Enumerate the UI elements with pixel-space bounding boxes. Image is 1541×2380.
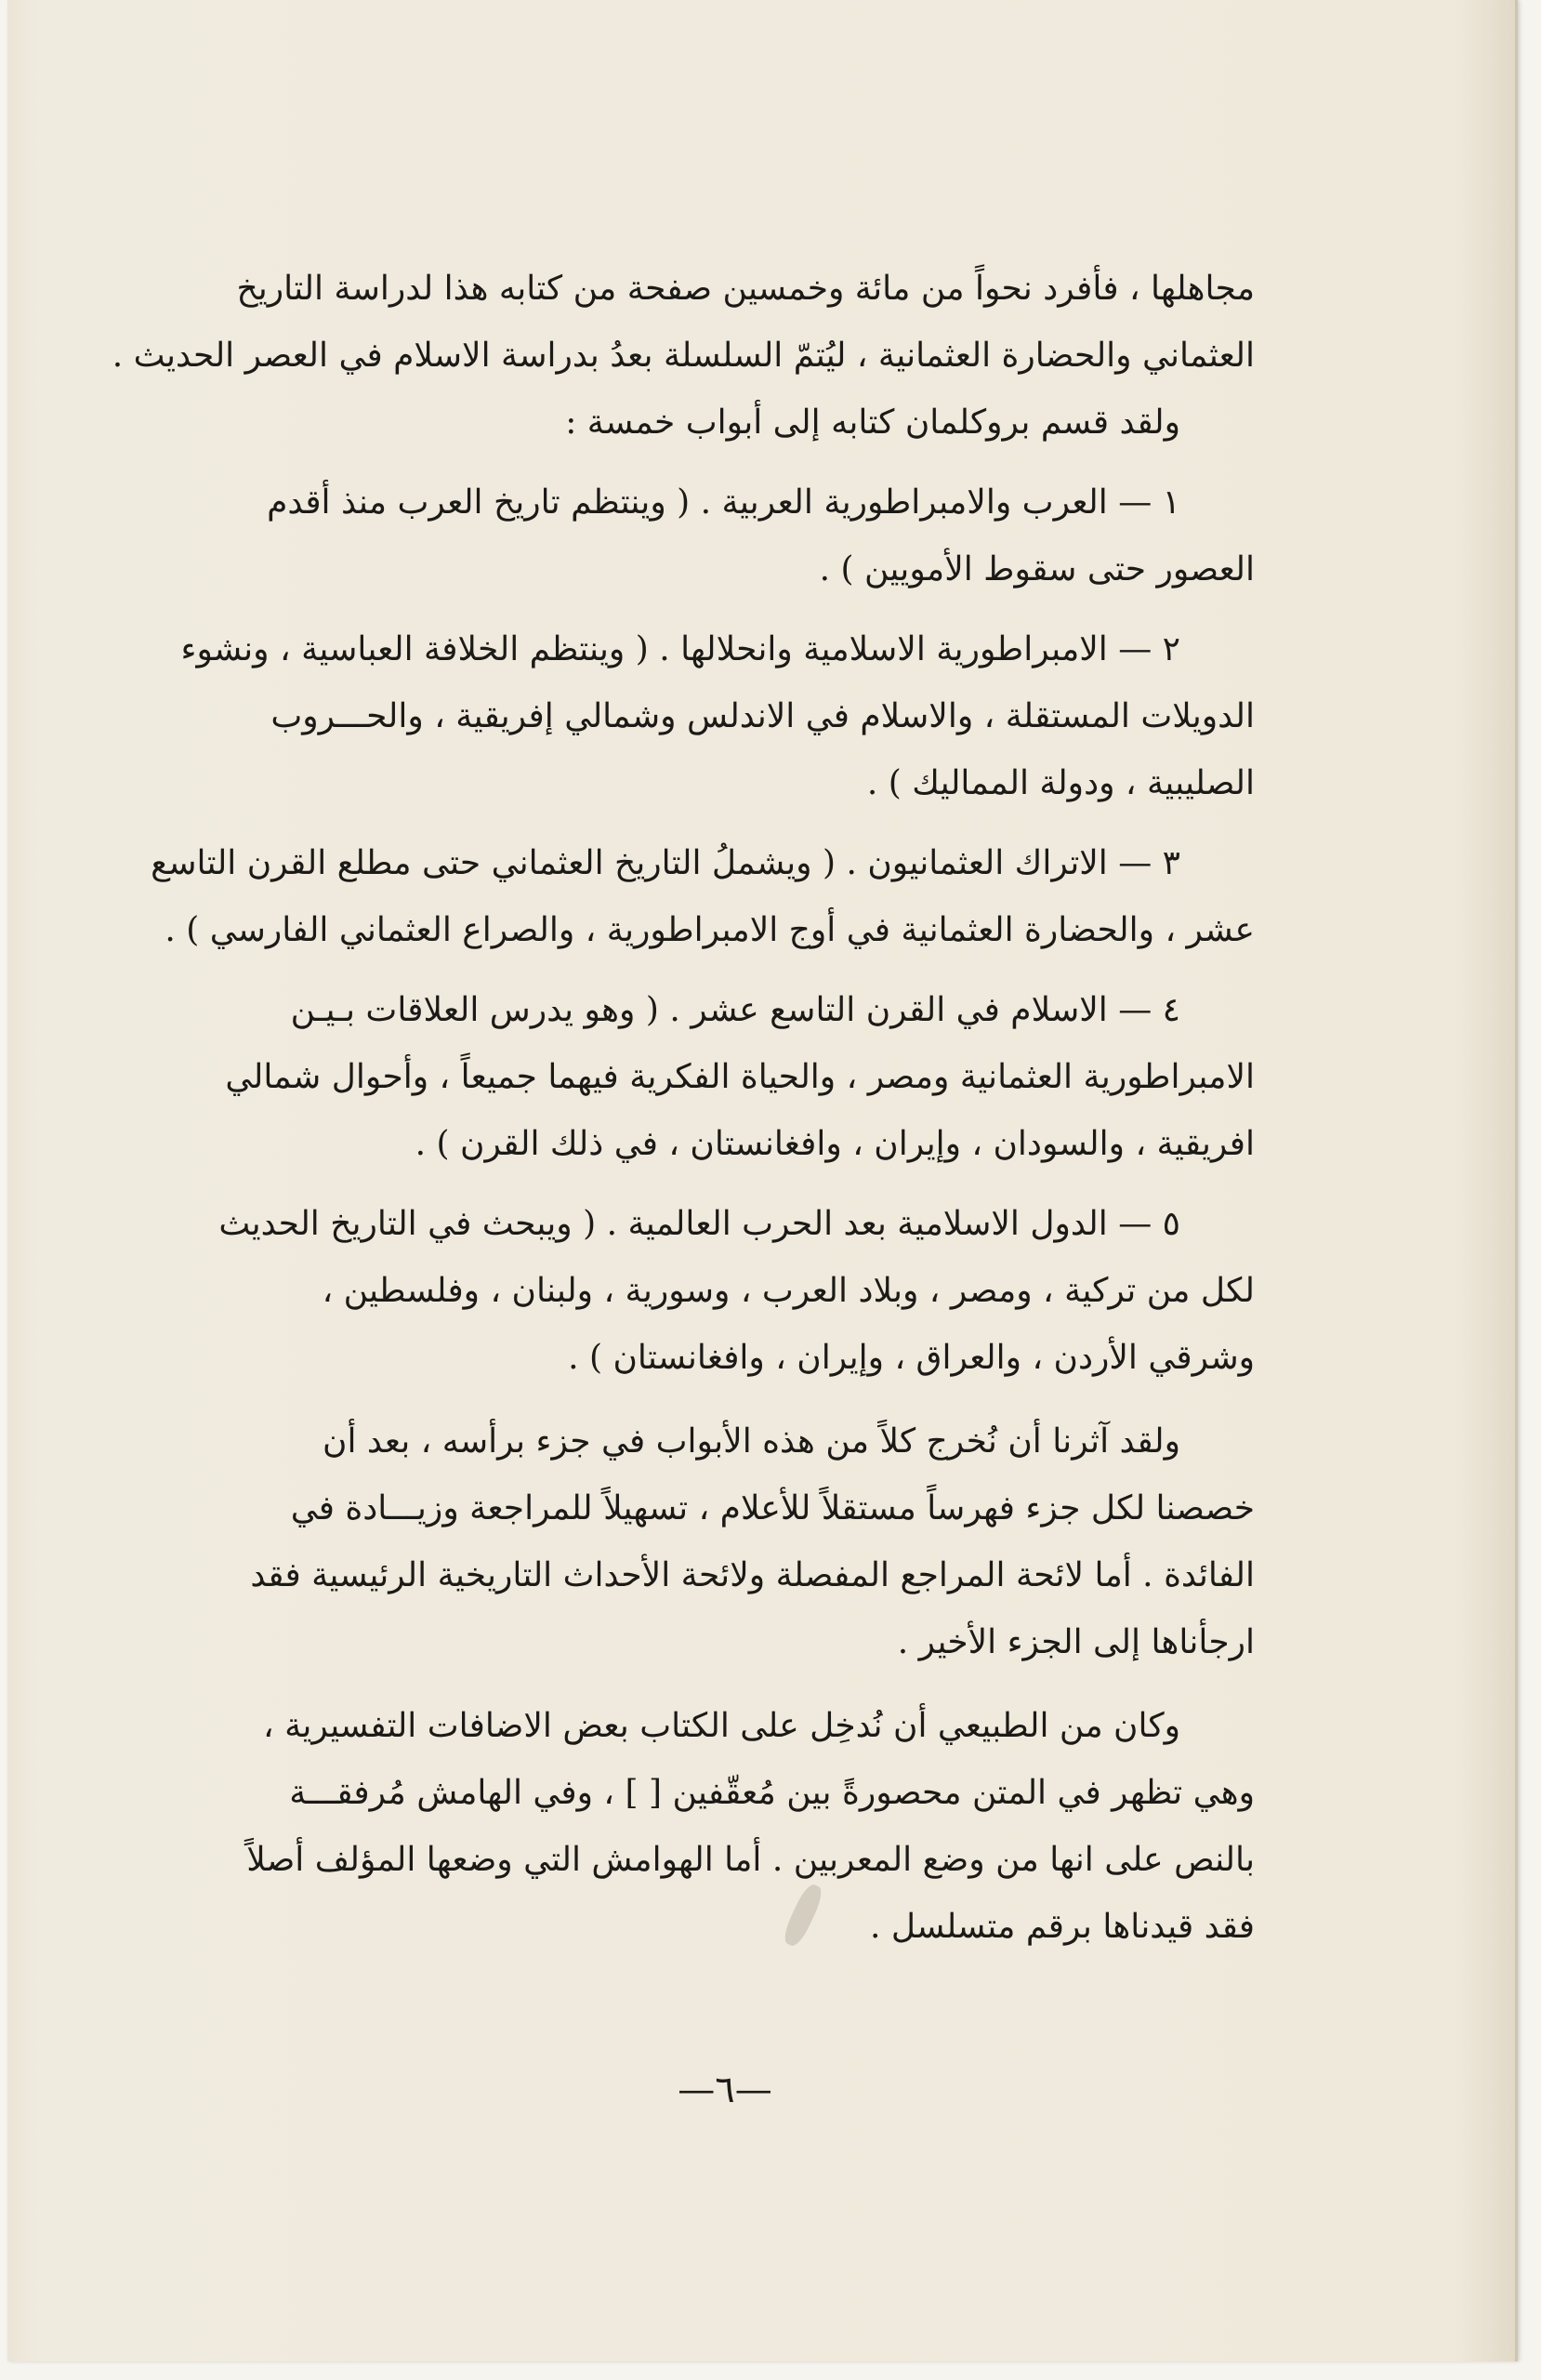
list-item-2-line-1: ٢ — الامبراطورية الاسلامية وانحلالها . ( وينتظم الخلافة العباسية ، ونشوء <box>180 630 1180 668</box>
list-item-1-line-1: ١ — العرب والامبراطورية العربية . ( وينتظم تاريخ العرب منذ أقدم <box>267 483 1180 522</box>
paragraph-3-line-4: فقد قيدناها برقم متسلسل . <box>869 1908 1255 1946</box>
paragraph-2-line-1: ولقد آثرنا أن نُخرج كلاً من هذه الأبواب في جزء برأسه ، بعد أن <box>323 1422 1180 1461</box>
paragraph-3-line-3: بالنص على انها من وضع المعربين . أما الهوامش التي وضعها المؤلف أصلاً <box>246 1841 1255 1879</box>
text-line-3: ولقد قسم بروكلمان كتابه إلى أبواب خمسة : <box>565 403 1180 442</box>
paragraph-3-line-2: وهي تظهر في المتن محصورةً بين مُعقّفين [ ] ، وفي الهامش مُرفقـــة <box>289 1774 1255 1812</box>
paragraph-3-line-1: وكان من الطبيعي أن نُدخِل على الكتاب بعض الاضافات التفسيرية ، <box>263 1707 1180 1745</box>
list-item-3-line-2: عشر ، والحضارة العثمانية في أوج الامبراطورية ، والصراع العثماني الفارسي ) . <box>165 911 1255 949</box>
list-item-1-line-2: العصور حتى سقوط الأمويين ) . <box>819 550 1255 588</box>
list-item-4-line-1: ٤ — الاسلام في القرن التاسع عشر . ( وهو يدرس العلاقات بـيـن <box>290 991 1180 1029</box>
paragraph-2-line-2: خصصنا لكل جزء فهرساً مستقلاً للأعلام ، تسهيلاً للمراجعة وزيـــادة في <box>290 1489 1255 1527</box>
text-line-1: مجاهلها ، فأفرد نحواً من مائة وخمسين صفحة من كتابه هذا لدراسة التاريخ <box>236 270 1255 308</box>
list-item-3-line-1: ٣ — الاتراك العثمانيون . ( ويشملُ التاريخ العثماني حتى مطلع القرن التاسع <box>151 844 1180 882</box>
list-item-4-line-2: الامبراطورية العثمانية ومصر ، والحياة الفكرية فيهما جميعاً ، وأحوال شمالي <box>225 1058 1255 1096</box>
page-number: —٦— <box>678 2069 772 2111</box>
page-body <box>102 256 1255 1961</box>
list-item-4-line-3: افريقية ، والسودان ، وإيران ، وافغانستان ، في ذلك القرن ) . <box>415 1125 1255 1163</box>
paragraph-2-line-4: ارجأناها إلى الجزء الأخير . <box>897 1623 1255 1661</box>
list-item-2-line-2: الدويلات المستقلة ، والاسلام في الاندلس وشمالي إفريقية ، والحـــروب <box>270 697 1255 735</box>
list-item-5-line-1: ٥ — الدول الاسلامية بعد الحرب العالمية . ( ويبحث في التاريخ الحديث <box>218 1205 1180 1243</box>
list-item-5-line-2: لكل من تركية ، ومصر ، وبلاد العرب ، وسورية ، ولبنان ، وفلسطين ، <box>322 1272 1255 1310</box>
text-line-2: العثماني والحضارة العثمانية ، ليُتمّ السلسلة بعدُ بدراسة الاسلام في العصر الحديث . <box>112 337 1255 375</box>
list-item-5-line-3: وشرقي الأردن ، والعراق ، وإيران ، وافغانستان ) . <box>568 1339 1255 1377</box>
list-item-2-line-3: الصليبية ، ودولة المماليك ) . <box>866 764 1255 802</box>
paragraph-2-line-3: الفائدة . أما لائحة المراجع المفصلة ولائحة الأحداث التاريخية الرئيسية فقد <box>250 1556 1255 1594</box>
